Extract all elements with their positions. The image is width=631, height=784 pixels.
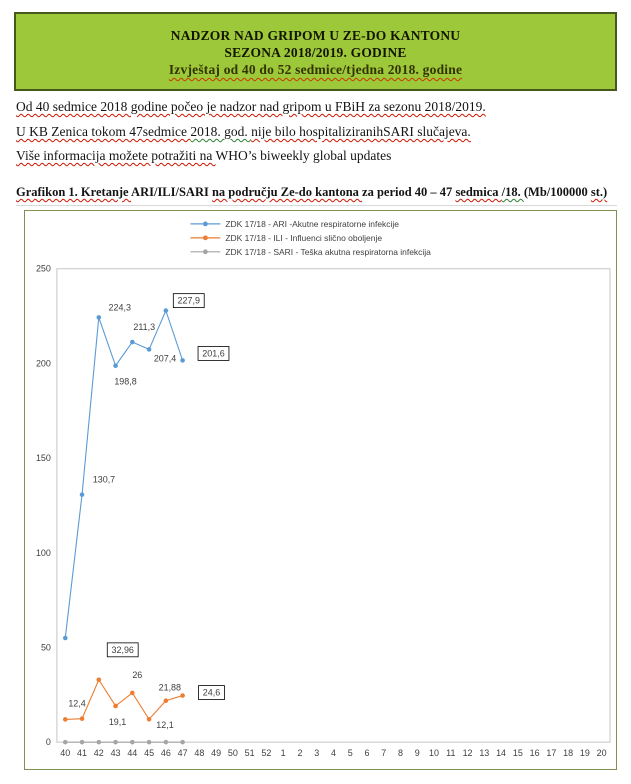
x-axis-tick-label: 2 [297,748,303,759]
text-segment: 2018. god. [190,124,252,139]
x-axis-tick-label: 16 [529,748,540,759]
data-point [164,740,169,745]
text-segment: (Mb/100000 [523,185,591,199]
data-point [113,740,118,745]
report-header [14,12,617,91]
text-segment: Više informacija možete potražiti na [16,148,216,163]
data-point [180,740,185,745]
data-point [97,315,102,320]
x-axis-tick-label: 4 [330,748,336,759]
text-segment: sedmica [455,185,502,199]
x-axis-tick-label: 8 [398,748,403,759]
legend-marker-dot [203,222,208,227]
legend-marker-dot [203,235,208,240]
data-point [97,677,102,682]
x-axis-tick-label: 42 [93,748,104,759]
x-axis-tick-label: 19 [579,748,590,759]
x-axis-tick-label: 49 [211,748,222,759]
x-axis-tick-label: 51 [244,748,255,759]
line-chart [25,211,616,769]
data-point [63,636,68,641]
x-axis-tick-label: 52 [261,748,272,759]
data-label: 211,3 [133,322,156,333]
y-axis-tick-label: 200 [35,358,51,369]
text-segment: /18. [501,185,524,199]
x-axis-tick-label: 12 [462,748,473,759]
x-axis-tick-label: 46 [160,748,171,759]
y-axis-tick-label: 100 [35,547,51,558]
data-point [130,340,135,345]
y-axis-tick-label: 250 [35,263,51,274]
report-title-line3: Izvještaj od 40 do 52 sedmice/tjedna 2018. godine [168,62,463,77]
paragraph-3 [16,148,616,164]
data-label: 12,4 [68,698,86,709]
text-segment: nije bilo hospitaliziranihSARI slučajeva. [251,124,471,139]
x-axis-tick-label: 15 [512,748,523,759]
text-segment: Od 40 sedmice 2018 godine počeo je nadzor nad gripom u FBiH za sezonu 2018/2019. [16,99,486,114]
data-point [147,347,152,352]
text-segment: na području Ze-do kantona [211,185,363,199]
data-label: 24,6 [202,687,221,698]
y-axis-tick-label: 150 [35,453,51,464]
data-point [80,716,85,721]
legend-label: ZDK 17/18 - ILI - Influenci slično oboljenje [225,232,383,243]
x-axis-tick-label: 41 [77,748,88,759]
x-axis-tick-label: 17 [546,748,557,759]
data-label: 207,4 [153,353,177,364]
x-axis-tick-label: 20 [596,748,607,759]
text-segment: U KB Zenica tokom 47sedmice [16,124,191,139]
data-point [113,363,118,368]
x-axis-tick-label: 6 [364,748,370,759]
data-label: 19,1 [108,716,127,727]
data-label: 130,7 [92,474,116,485]
x-axis-tick-label: 40 [60,748,71,759]
data-point [113,704,118,709]
data-label: 224,3 [108,302,131,313]
x-axis-tick-label: 13 [479,748,490,759]
data-point [63,717,68,722]
x-axis-tick-label: 47 [177,748,188,759]
x-axis-tick-label: 43 [110,748,121,759]
x-axis-tick-label: 45 [144,748,155,759]
data-point [180,358,185,363]
paragraph-1 [16,99,616,115]
x-axis-tick-label: 7 [381,748,387,759]
data-point [180,693,185,698]
chart-container[interactable] [24,210,617,770]
data-label: 26 [132,669,143,680]
x-axis-tick-label: 10 [429,748,440,759]
data-label: 201,6 [202,348,225,359]
data-point [147,717,152,722]
x-axis-tick-label: 48 [194,748,205,759]
legend-label: ZDK 17/18 - SARI - Teška akutna respiratorna infekcija [225,246,431,257]
y-axis-tick-label: 0 [45,737,51,748]
legend-label: ZDK 17/18 - ARI -Akutne respiratorne infekcije [225,218,400,229]
text-segment: Grafikon 1. Kretanje [16,185,132,199]
x-axis-tick-label: 9 [414,748,420,759]
text-segment: ARI/ILI/SARI [131,185,212,199]
x-axis-tick-label: 18 [563,748,574,759]
chart-caption [16,185,617,206]
x-axis-tick-label: 5 [347,748,353,759]
data-point [80,740,85,745]
legend-marker-dot [203,249,208,254]
paragraph-2 [16,124,616,140]
data-point [164,698,169,703]
data-label: 227,9 [177,295,200,306]
text-segment: WHO’s biweekly global updates [215,148,392,163]
data-label: 32,96 [111,644,134,655]
data-label: 12,1 [156,720,174,731]
data-label: 198,8 [114,376,137,387]
y-axis-tick-label: 50 [40,642,51,653]
x-axis-tick-label: 3 [314,748,320,759]
data-point [130,740,135,745]
data-point [164,308,169,313]
text-segment: za period 40 – 47 [362,185,456,199]
data-point [130,691,135,696]
text-segment: st.) [590,185,608,199]
data-point [97,740,102,745]
report-title-line1: NADZOR NAD GRIPOM U ZE-DO KANTONU [170,28,461,43]
data-point [63,740,68,745]
data-label: 21,88 [158,682,182,693]
x-axis-tick-label: 11 [446,748,456,759]
report-title-line2: SEZONA 2018/2019. GODINE [224,45,407,60]
x-axis-tick-label: 50 [227,748,238,759]
data-point [80,492,85,497]
x-axis-tick-label: 14 [496,748,507,759]
x-axis-tick-label: 44 [127,748,138,759]
data-point [147,740,152,745]
x-axis-tick-label: 1 [280,748,286,759]
